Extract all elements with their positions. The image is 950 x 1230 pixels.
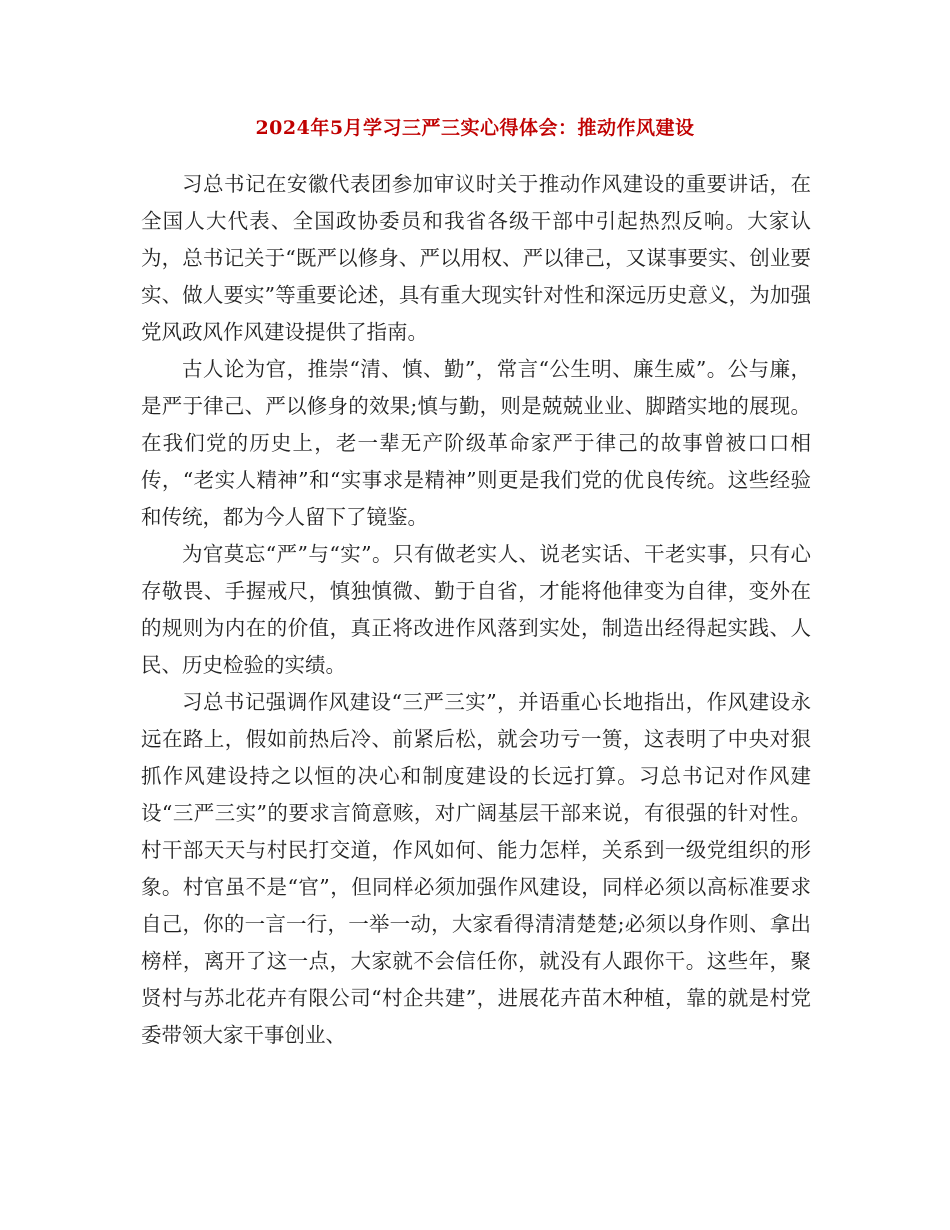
paragraph: 习总书记在安徽代表团参加审议时关于推动作风建设的重要讲话，在全国人大代表、全国政协委员和我省各级干部中引起热烈反响。大家认为，总书记关于“既严以修身、严以用权、严以律己，又谋事要实、创业要实、做人要实”等重要论述，具有重大现实针对性和深远历史意义，为加强党风政风作风建设提供了指南。 bbox=[141, 172, 811, 344]
paragraph: 为官莫忘“严”与“实”。只有做老实人、说老实话、干老实事，只有心存敬畏、手握戒尺，慎独慎微、勤于自省，才能将他律变为自律，变外在的规则为内在的价值，真正将改进作风落到实处，制造出经得起实践、人民、历史检验的实绩。 bbox=[141, 542, 811, 677]
document-title: 2024年5月学习三严三实心得体会：推动作风建设 bbox=[255, 117, 695, 139]
paragraph: 古人论为官，推崇“清、慎、勤”，常言“公生明、廉生威”。公与廉，是严于律己、严以修身的效果;慎与勤，则是兢兢业业、脚踏实地的展现。在我们党的历史上，老一辈无产阶级革命家严于律己的故事曾被口口相传，“老实人精神”和“实事求是精神”则更是我们党的优良传统。这些经验和传统，都为今人留下了镜鉴。 bbox=[141, 357, 811, 529]
paragraph: 习总书记强调作风建设“三严三实”，并语重心长地指出，作风建设永远在路上，假如前热后冷、前紧后松，就会功亏一篑，这表明了中央对狠抓作风建设持之以恒的决心和制度建设的长远打算。习总书记对作风建设“三严三实”的要求言简意赅，对广阔基层干部来说，有很强的针对性。村干部天天与村民打交道，作风如何、能力怎样，关系到一级党组织的形象。村官虽不是“官”，但同样必须加强作风建设，同样必须以高标准要求自己，你的一言一行，一举一动，大家看得清清楚楚;必须以身作则、拿出榜样，离开了这一点，大家就不会信任你，就没有人跟你干。这些年，聚贤村与苏北花卉有限公司“村企共建”，进展花卉苗木种植，靠的就是村党委带领大家干事创业、 bbox=[141, 690, 811, 1047]
document-body bbox=[141, 166, 811, 1054]
